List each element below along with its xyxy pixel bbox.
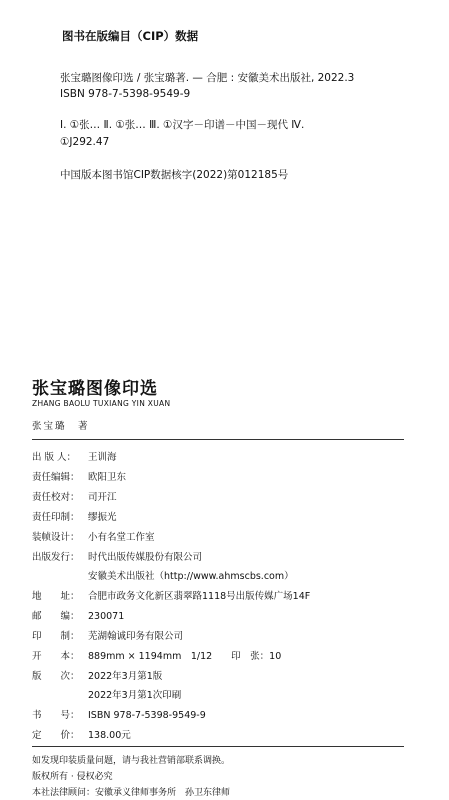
info-value: 230071 xyxy=(88,611,125,622)
info-label: 印 制： xyxy=(32,631,80,642)
info-row-editor xyxy=(32,469,126,483)
info-value: 2022年3月第1版 xyxy=(88,671,163,682)
cip-heading: 图书在版编目（CIP）数据 xyxy=(62,29,199,43)
info-value: 缪振光 xyxy=(88,512,117,523)
info-row-publisher xyxy=(32,449,117,463)
book-title: 张宝璐图像印选 xyxy=(32,379,158,399)
info-value: 时代出版传媒股份有限公司 xyxy=(88,552,203,563)
info-row-postcode xyxy=(32,608,124,622)
info-row-edition xyxy=(32,668,162,682)
footer-legal-counsel: 本社法律顾问：安徽承义律师事务所 孙卫东律师 xyxy=(32,788,231,798)
info-row-distribution xyxy=(32,549,202,563)
info-row-proofreader xyxy=(32,489,117,503)
info-value: ISBN 978-7-5398-9549-9 xyxy=(88,710,206,721)
info-row-edition-cont: 2022年3月第1次印刷 xyxy=(88,690,182,701)
divider-top xyxy=(32,439,404,440)
info-row-design xyxy=(32,529,155,543)
info-value: 欧阳卫东 xyxy=(88,472,127,483)
info-label: 开 本： xyxy=(32,651,80,662)
info-value: 王训海 xyxy=(88,452,117,463)
info-row-distribution-cont: 安徽美术出版社（http://www.ahmscbs.com） xyxy=(88,571,294,582)
divider-bottom xyxy=(32,746,404,747)
info-row-printing-supervisor xyxy=(32,509,117,523)
info-value: 138.00元 xyxy=(88,730,131,741)
info-value: 司开江 xyxy=(88,492,117,503)
info-label: 装帧设计： xyxy=(32,532,80,543)
cip-line-classification: Ⅰ. ①张… Ⅱ. ①张… Ⅲ. ①汉字－印谱－中国－现代 Ⅳ. xyxy=(60,119,305,131)
book-pinyin: ZHANG BAOLU TUXIANG YIN XUAN xyxy=(32,399,171,408)
info-row-format xyxy=(32,648,281,662)
info-value: 小有名堂工作室 xyxy=(88,532,155,543)
cip-line-title: 张宝璐图像印选 / 张宝璐著. — 合肥 : 安徽美术出版社, 2022.3 xyxy=(60,72,355,84)
info-label: 书 号： xyxy=(32,710,80,721)
info-row-printer xyxy=(32,628,183,642)
info-label: 出版发行： xyxy=(32,552,80,563)
cip-line-number: 中国版本图书馆CIP数据核字(2022)第012185号 xyxy=(60,169,289,181)
info-value: 芜湖翰诚印务有限公司 xyxy=(88,631,184,642)
info-label: 责任校对： xyxy=(32,492,80,503)
footer-quality-note: 如发现印装质量问题，请与我社营销部联系调换。 xyxy=(32,756,231,766)
footer-copyright: 版权所有 · 侵权必究 xyxy=(32,772,113,782)
info-label: 责任编辑： xyxy=(32,472,80,483)
info-value: 889mm × 1194mm 1/12 印 张：10 xyxy=(88,651,282,662)
info-label: 版 次： xyxy=(32,671,80,682)
book-author: 张宝璐 著 xyxy=(32,421,90,432)
info-row-address xyxy=(32,588,310,602)
info-row-isbn xyxy=(32,707,206,721)
info-label: 责任印制： xyxy=(32,512,80,523)
info-label: 定 价： xyxy=(32,730,80,741)
cip-line-isbn: ISBN 978-7-5398-9549-9 xyxy=(60,88,191,100)
info-label: 地 址： xyxy=(32,591,80,602)
info-label: 邮 编： xyxy=(32,611,80,622)
info-value: 合肥市政务文化新区翡翠路1118号出版传媒广场14F xyxy=(88,591,311,602)
info-row-price xyxy=(32,727,131,741)
cip-line-clc: ①J292.47 xyxy=(60,136,110,148)
info-label: 出 版 人： xyxy=(32,452,77,463)
